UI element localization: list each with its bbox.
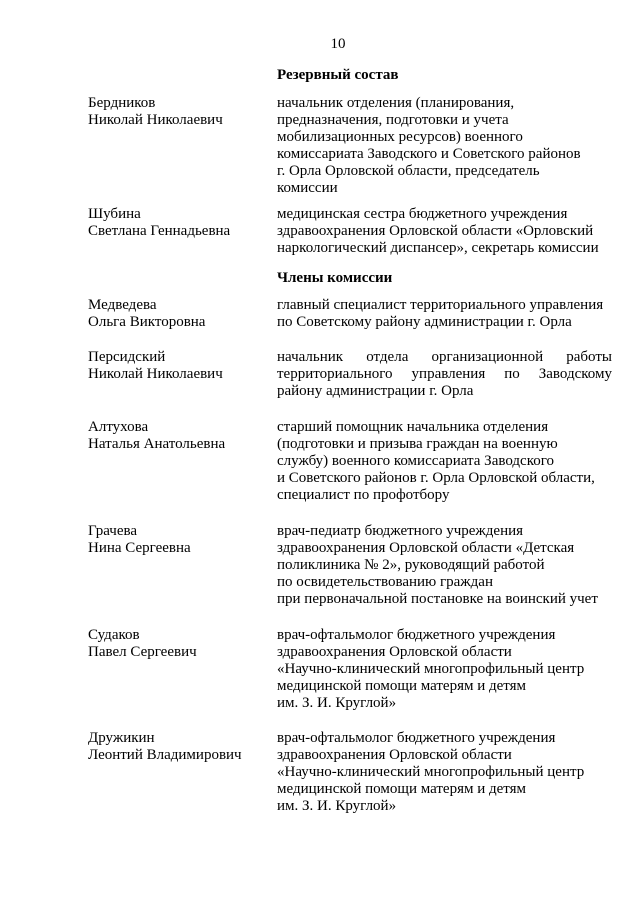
role-line: комиссариата Заводского и Советского районов <box>277 146 581 162</box>
role-line: врач-офтальмолог бюджетного учреждения <box>277 627 556 643</box>
person-surname: Шубина <box>88 206 141 222</box>
role-line: району администрации г. Орла <box>277 383 474 399</box>
person-surname: Судаков <box>88 627 140 643</box>
role-line: наркологический диспансер», секретарь комиссии <box>277 240 599 256</box>
role-line: мобилизационных ресурсов) военного <box>277 129 523 145</box>
person-given-names: Николай Николаевич <box>88 366 223 382</box>
role-line: и Советского районов г. Орла Орловской области, <box>277 470 595 486</box>
role-line: им. З. И. Круглой» <box>277 695 397 711</box>
role-line: медицинской помощи матерям и детям <box>277 678 527 694</box>
role-line: поликлиника № 2», руководящий работой <box>277 557 545 573</box>
person-surname: Персидский <box>88 349 166 365</box>
role-line: «Научно-клинический многопрофильный центр <box>277 661 585 677</box>
person-surname: Грачева <box>88 523 138 539</box>
members-heading: Члены комиссии <box>277 270 393 286</box>
person-name <box>88 95 268 129</box>
role-line: (подготовки и призыва граждан на военную <box>277 436 558 452</box>
role-line: здравоохранения Орловской области <box>277 644 512 660</box>
person-given-names: Светлана Геннадьевна <box>88 223 231 239</box>
role-line: здравоохранения Орловской области «Детская <box>277 540 575 556</box>
person-role <box>277 419 612 504</box>
person-name <box>88 419 268 453</box>
role-line: медицинской помощи матерям и детям <box>277 781 527 797</box>
role-line: медицинская сестра бюджетного учреждения <box>277 206 568 222</box>
person-role <box>277 297 612 331</box>
role-line: врач-педиатр бюджетного учреждения <box>277 523 524 539</box>
person-surname: Бердников <box>88 95 156 111</box>
person-given-names: Леонтий Владимирович <box>88 747 242 763</box>
person-role <box>277 627 612 712</box>
role-line: территориального управления по Заводскому <box>277 366 612 382</box>
role-line: г. Орла Орловской области, председатель <box>277 163 540 179</box>
role-line: по Советскому району администрации г. Орла <box>277 314 572 330</box>
role-line: по освидетельствованию граждан <box>277 574 493 590</box>
role-line: специалист по профотбору <box>277 487 450 503</box>
person-role <box>277 730 612 815</box>
person-role <box>277 206 612 257</box>
person-name <box>88 206 268 240</box>
person-given-names: Павел Сергеевич <box>88 644 197 660</box>
role-line: комиссии <box>277 180 338 196</box>
person-surname: Дружикин <box>88 730 155 746</box>
person-given-names: Наталья Анатольевна <box>88 436 226 452</box>
role-line: здравоохранения Орловской области <box>277 747 512 763</box>
role-line: предназначения, подготовки и учета <box>277 112 509 128</box>
person-surname: Медведева <box>88 297 157 313</box>
role-line: врач-офтальмолог бюджетного учреждения <box>277 730 556 746</box>
person-role <box>277 95 612 197</box>
person-role <box>277 349 612 400</box>
role-line: при первоначальной постановке на воинский учет <box>277 591 598 607</box>
person-name <box>88 627 268 661</box>
person-name <box>88 297 268 331</box>
role-line: главный специалист территориального управления <box>277 297 604 313</box>
person-given-names: Николай Николаевич <box>88 112 223 128</box>
person-name <box>88 523 268 557</box>
person-given-names: Ольга Викторовна <box>88 314 206 330</box>
person-given-names: Нина Сергеевна <box>88 540 191 556</box>
role-line: начальник отделения (планирования, <box>277 95 515 111</box>
role-line: старший помощник начальника отделения <box>277 419 549 435</box>
reserve-heading: Резервный состав <box>277 67 399 83</box>
page-number: 10 <box>330 36 346 52</box>
person-name <box>88 349 268 383</box>
role-line: им. З. И. Круглой» <box>277 798 397 814</box>
role-line: «Научно-клинический многопрофильный центр <box>277 764 585 780</box>
person-surname: Алтухова <box>88 419 149 435</box>
person-name <box>88 730 268 764</box>
role-line: здравоохранения Орловской области «Орловский <box>277 223 594 239</box>
person-role <box>277 523 612 608</box>
role-line: начальник отдела организационной работы <box>277 349 612 365</box>
role-line: службу) военного комиссариата Заводского <box>277 453 554 469</box>
